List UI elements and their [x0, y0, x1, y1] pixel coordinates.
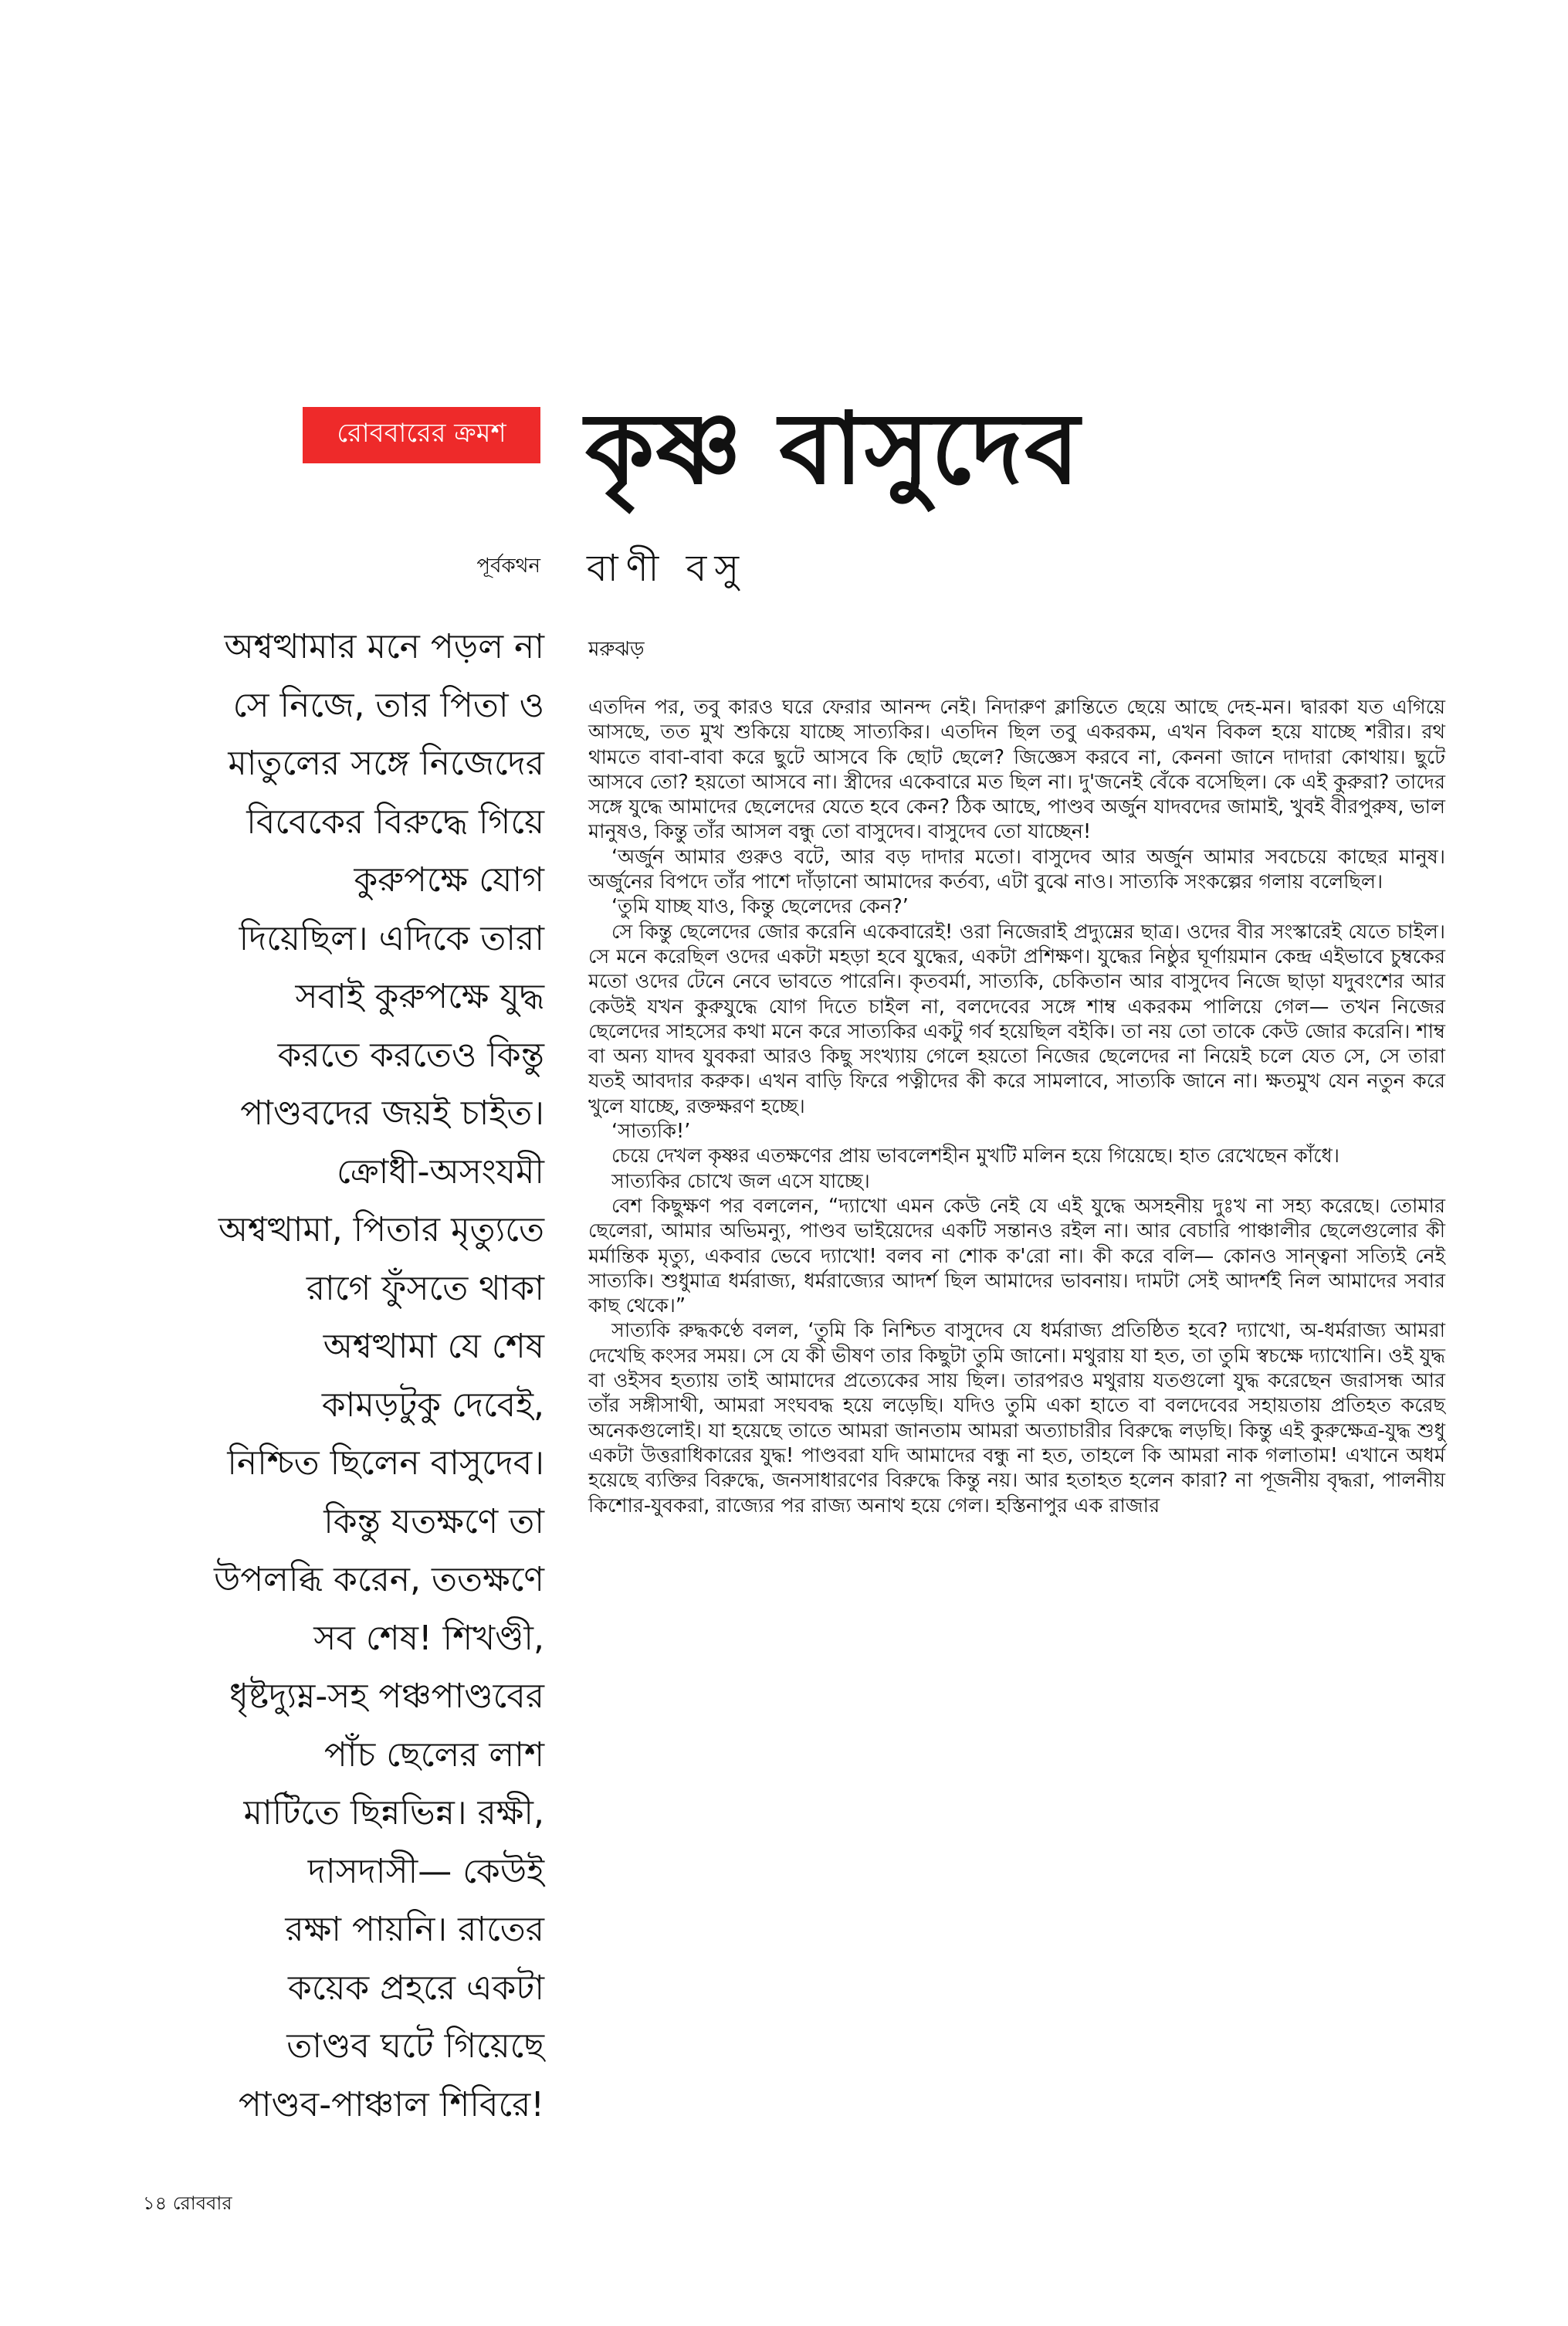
- body-paragraph: সে কিন্তু ছেলেদের জোর করেনি একেবারেই! ওরা নিজেরাই প্রদ্যুম্নের ছাত্র। ওদের বীর সংস্কারেই যেতে চাইল। সে মনে করেছিল ওদের একটা মহড়া হবে যুদ্ধের, একটা প্রশিক্ষণ। যুদ্ধের নিষ্ঠুর ঘূর্ণায়মান কেন্দ্র এইভাবে চুম্বকের মতো ওদের টেনে নেবে ভাবতে পারেনি। কৃতবর্মা, সাত্যকি, চেকিতান আর বাসুদেব নিজে ছাড়া যদুবংশের আর কেউই যখন কুরুযুদ্ধে যোগ দিতে চাইল না, বলদেবের সঙ্গে শাম্ব একরকম পালিয়ে গেল— তখন নিজের ছেলেদের সাহসের কথা মনে করে সাত্যকির একটু গর্ব হয়েছিল বইকি। তা নয় তো তাকে কেউ জোর করেনি। শাম্ব বা অন্য যাদব যুবকরা আরও কিছু সংখ্যায় গেলে হয়তো নিজের ছেলেদের না নিয়েই চলে যেত সে, সে তারা যতই আবদার করুক। এখন বাড়ি ফিরে পত্নীদের কী করে সামলাবে, সাত্যকি জানে না। ক্ষতমুখ যেন নতুন করে খুলে যাচ্ছে, রক্তক্ষরণ হচ্ছে।: [588, 920, 1445, 1118]
- pull-quote-line: দাসদাসী— কেউই: [307, 1851, 544, 1891]
- pull-quote-line: অশ্বত্থামার মনে পড়ল না: [224, 627, 544, 666]
- pull-quote-line: করতে করতেও কিন্তু: [277, 1035, 544, 1075]
- pull-quote-line: কয়েক প্রহরে একটা: [288, 1968, 544, 2008]
- pull-quote-line: মাতুলের সঙ্গে নিজেদের: [228, 744, 544, 783]
- body-paragraph: চেয়ে দেখল কৃষ্ণর এতক্ষণের প্রায় ভাবলেশহীন মুখটি মলিন হয়ে গিয়েছে। হাত রেখেছেন কাঁধে।: [611, 1144, 1339, 1168]
- pull-quote-line: নিশ্চিত ছিলেন বাসুদেব।: [227, 1443, 544, 1483]
- pull-quote-line: পাঁচ ছেলের লাশ: [323, 1734, 544, 1775]
- pull-quote-line: উপলব্ধি করেন, ততক্ষণে: [214, 1560, 544, 1599]
- pull-quote-line: সবাই কুরুপক্ষে যুদ্ধ: [295, 977, 544, 1016]
- pull-quote-line: রাগে ফুঁসতে থাকা: [306, 1268, 544, 1308]
- pull-quote-line: পাণ্ডব-পাঞ্চাল শিবিরে!: [238, 2084, 544, 2124]
- article-body: [588, 695, 1445, 1518]
- pull-quote-line: অশ্বত্থামা, পিতার মৃত্যুতে: [218, 1210, 544, 1249]
- body-paragraph: ‘সাত্যকি!’: [611, 1120, 691, 1144]
- body-paragraph: সাত্যকির চোখে জল এসে যাচ্ছে।: [611, 1169, 870, 1193]
- page-number: ১৪: [143, 2192, 168, 2214]
- author-byline: বাণী বসু: [587, 547, 747, 590]
- pull-quote-line: ক্রোধী-অসংযমী: [336, 1151, 544, 1192]
- pull-quote-line: দিয়েছিল। এদিকে তারা: [239, 918, 544, 958]
- body-paragraph: সাত্যকি রুদ্ধকণ্ঠে বলল, ‘তুমি কি নিশ্চিত বাসুদেব যে ধর্মরাজ্য প্রতিষ্ঠিত হবে? দ্যাখো, অ-ধর্মরাজ্য আমরা দেখেছি কংসর সময়। সে যে কী ভীষণ তার কিছুটা তুমি জানো। মথুরায় যা হত, তা তুমি স্বচক্ষে দ্যাখোনি। ওই যুদ্ধ বা ওইসব হত্যায় তাই আমাদের প্রত্যেকের সায় ছিল। তারপরও মথুরায় যতগুলো যুদ্ধ করেছেন জরাসন্ধ আর তাঁর সঙ্গীসাথী, আমরা সংঘবদ্ধ হয়ে লড়েছি। যদিও তুমি একা হাতে বা বলদেবের সহায়তায় প্রতিহত করেছ অনেকগুলোই। যা হয়েছে তাতে আমরা জানতাম আমরা অত্যাচারীর বিরুদ্ধে লড়ছি। কিন্তু এই কুরুক্ষেত্র-যুদ্ধ শুধু একটা উত্তরাধিকারের যুদ্ধ! পাণ্ডবরা যদি আমাদের বন্ধু না হত, তাহলে কি আমরা নাক গলাতাম! এখানে অধর্ম হয়েছে ব্যক্তির বিরুদ্ধে, জনসাধারণের বিরুদ্ধে কিন্তু নয়। আর হতাহত হলেন কারা? না পূজনীয় বৃদ্ধরা, পালনীয় কিশোর-যুবকরা, রাজ্যের পর রাজ্য অনাথ হয়ে গেল। হস্তিনাপুর এক রাজার: [588, 1319, 1445, 1517]
- pull-quote-line: অশ্বত্থামা যে শেষ: [323, 1327, 544, 1366]
- body-paragraph: ‘অর্জুন আমার গুরুও বটে, আর বড় দাদার মতো। বাসুদেব আর অর্জুন আমার সবচেয়ে কাছের মানুষ। অর্জুনের বিপদে তাঁর পাশে দাঁড়ানো আমাদের কর্তব্য, এটা বুঝে নাও। সাত্যকি সংকল্পের গলায় বলেছিল।: [588, 845, 1445, 894]
- publication-name: রোববার: [172, 2192, 232, 2214]
- body-paragraph: এতদিন পর, তবু কারও ঘরে ফেরার আনন্দ নেই। নিদারুণ ক্লান্তিতে ছেয়ে আছে দেহ-মন। দ্বারকা যত এগিয়ে আসছে, তত মুখ শুকিয়ে যাচ্ছে সাত্যকির। এতদিন ছিল তবু একরকম, এখন বিকল হয়ে যাচ্ছে শরীর। রথ থামতে বাবা-বাবা করে ছুটে আসবে কি ছোট ছেলে? জিজ্ঞেস করবে না, কেননা জানে দাদারা কোথায়। ছুটে আসবে তো? হয়তো আসবে না। স্ত্রীদের একেবারে মত ছিল না। দু'জনেই বেঁকে বসেছিল। কে এই কুরুরা? তাদের সঙ্গে যুদ্ধে আমাদের ছেলেদের যেতে হবে কেন? ঠিক আছে, পাণ্ডব অর্জুন যাদবদের জামাই, খুবই বীরপুরুষ, ভাল মানুষও, কিন্তু তাঁর আসল বন্ধু তো বাসুদেব। বাসুদেব তো যাচ্ছেন!: [588, 696, 1445, 844]
- pull-quote-line: তাণ্ডব ঘটে গিয়েছে: [286, 2026, 544, 2066]
- page-footer: [143, 2189, 232, 2220]
- pull-quote-line: বিবেকের বিরুদ্ধে গিয়ে: [246, 802, 544, 842]
- body-paragraph: বেশ কিছুক্ষণ পর বললেন, “দ্যাখো এমন কেউ নেই যে এই যুদ্ধে অসহনীয় দুঃখ না সহ্য করেছে। তোমার ছেলেরা, আমার অভিমন্যু, পাণ্ডব ভাইয়েদের একটি সন্তানও রইল না। আর বেচারি পাঞ্চালীর ছেলেগুলোর কী মর্মান্তিক মৃত্যু, একবার ভেবে দ্যাখো! বলব না শোক ক'রো না। কী করে বলি— কোনও সান্ত্বনা সত্যিই নেই সাত্যকি। শুধুমাত্র ধর্মরাজ্য, ধর্মরাজ্যের আদর্শ ছিল আমাদের ভাবনায়। দামটা সেই আদর্শই নিল আমাদের সবার কাছ থেকে।”: [588, 1194, 1445, 1318]
- pull-quote-line: সব শেষ! শিখণ্ডী,: [313, 1618, 544, 1658]
- pull-quote-line: কামড়টুকু দেবেই,: [321, 1385, 544, 1425]
- pull-quote: [116, 618, 544, 2134]
- section-heading: মরুঝড়: [588, 638, 645, 661]
- pull-quote-line: মাটিতে ছিন্নভিন্ন। রক্ষী,: [243, 1793, 544, 1833]
- pull-quote-line: সে নিজে, তার পিতা ও: [232, 685, 544, 725]
- pull-quote-line: রক্ষা পায়নি। রাতের: [285, 1910, 544, 1949]
- pull-quote-line: কিন্তু যতক্ষণে তা: [323, 1501, 544, 1541]
- pull-quote-line: ধৃষ্টদ্যুম্ন-সহ পঞ্চপাণ্ডবের: [229, 1677, 544, 1716]
- body-paragraph: ‘তুমি যাচ্ছ যাও, কিন্তু ছেলেদের কেন?’: [611, 895, 909, 919]
- article-title: কৃষ্ণ বাসুদেব: [585, 392, 1082, 507]
- pull-quote-line: কুরুপক্ষে যোগ: [354, 860, 544, 900]
- kicker-label: পূর্বকথন: [476, 554, 540, 578]
- pull-quote-line: পাণ্ডবদের জয়ই চাইত।: [240, 1093, 544, 1133]
- series-badge: রোববারের ক্রমশ: [303, 407, 540, 463]
